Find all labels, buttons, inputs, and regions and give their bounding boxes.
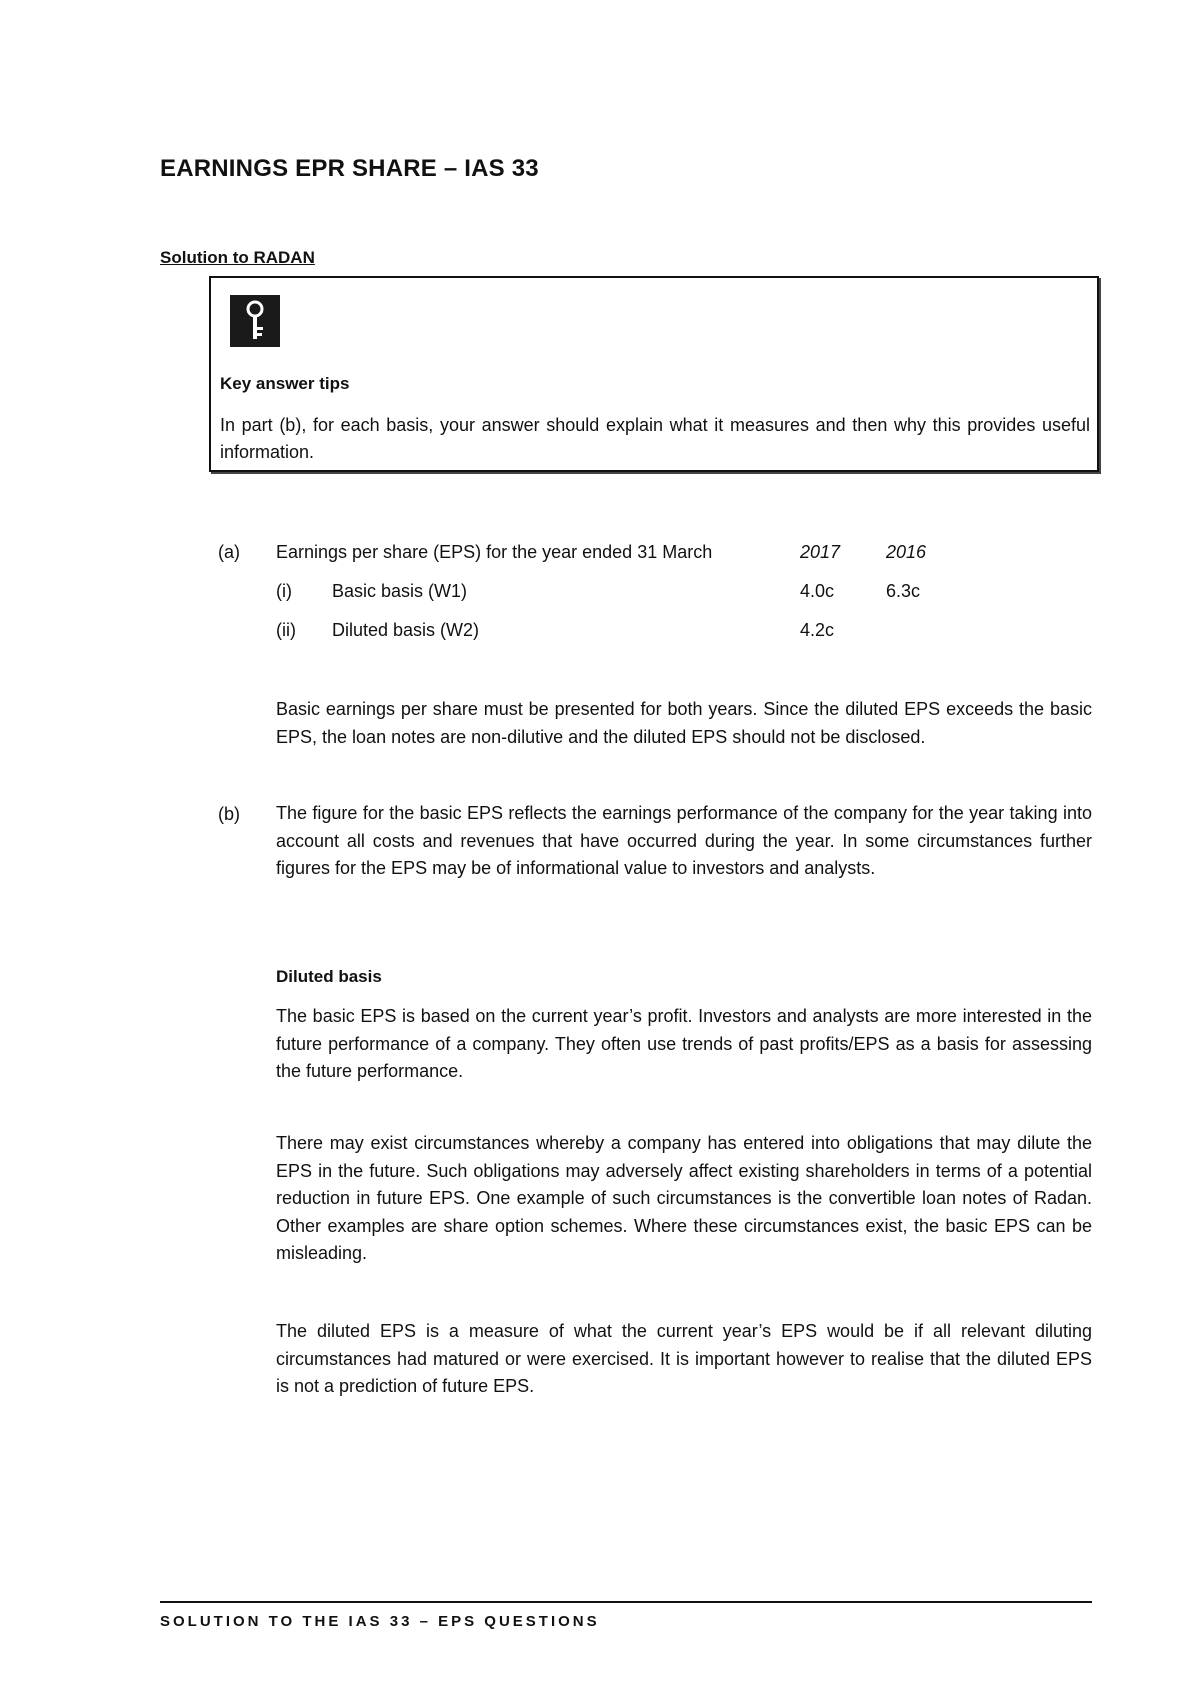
tip-heading: Key answer tips <box>220 374 350 393</box>
footer-divider <box>160 1601 1092 1603</box>
part-b-paragraph-1: The basic EPS is based on the current year’s profit. Investors and analysts are more interested in the future performance of a company. They often use trends of past profits/EPS as a basis for assessing the future performance. <box>276 1006 1092 1081</box>
part-b-intro: The figure for the basic EPS reflects the earnings performance of the company for the year taking into account all costs and revenues that have occurred during the year. In some circumstances further figures for the EPS may be of informational value to investors and analysts. <box>276 803 1092 878</box>
row-diluted-value-2017: 4.2c <box>800 620 835 640</box>
year-2016-header: 2016 <box>886 542 927 562</box>
row-basic-label: (i) <box>276 581 292 601</box>
part-a-note: Basic earnings per share must be presented for both years. Since the diluted EPS exceeds the basic EPS, the loan notes are non-dilutive and the diluted EPS should not be disclosed. <box>276 699 1092 747</box>
row-basic-value-2017: 4.0c <box>800 581 835 601</box>
part-a-label: (a) <box>218 542 240 562</box>
row-basic-value-2016: 6.3c <box>886 581 921 601</box>
row-diluted-label: (ii) <box>276 620 296 640</box>
key-answer-tips-box <box>209 276 1099 472</box>
footer-text: SOLUTION TO THE IAS 33 – EPS QUESTIONS <box>160 1613 600 1630</box>
solution-subtitle: Solution to RADAN <box>160 248 315 267</box>
page-title: EARNINGS EPR SHARE – IAS 33 <box>160 155 539 182</box>
tip-text: In part (b), for each basis, your answer should explain what it measures and then why this provides useful information. <box>220 415 1090 462</box>
year-2017-header: 2017 <box>800 542 841 562</box>
part-a-description: Earnings per share (EPS) for the year ended 31 March <box>276 542 713 562</box>
row-basic-description: Basic basis (W1) <box>332 581 468 601</box>
part-b-paragraph-3: The diluted EPS is a measure of what the current year’s EPS would be if all relevant diluting circumstances had matured or were exercised. It is important however to realise that the diluted EPS is not a prediction of future EPS. <box>276 1321 1092 1396</box>
part-b-paragraph-2: There may exist circumstances whereby a company has entered into obligations that may dilute the EPS in the future. Such obligations may adversely affect existing shareholders in terms of a potential reduction in future EPS. One example of such circumstances is the convertible loan notes of Radan. Other examples are share option schemes. Where these circumstances exist, the basic EPS can be misleading. <box>276 1133 1092 1263</box>
part-b-label: (b) <box>218 804 240 824</box>
key-icon <box>230 295 280 347</box>
row-diluted-description: Diluted basis (W2) <box>332 620 480 640</box>
diluted-basis-heading: Diluted basis <box>276 967 382 986</box>
